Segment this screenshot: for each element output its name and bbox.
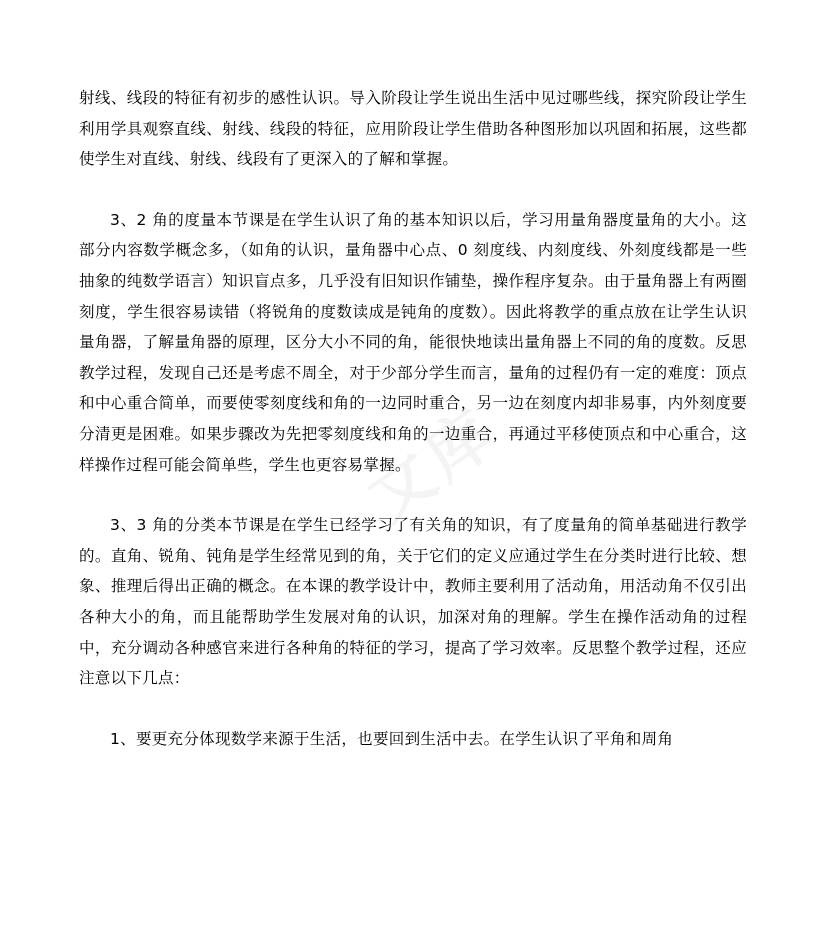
- paragraph-3: 3、3 角的分类本节课是在学生已经学习了有关角的知识，有了度量角的简单基础进行教学的。直角、锐角、钝角是学生经常见到的角，关于它们的定义应通过学生在分类时进行比较、想象、推理后得出正确的概念。在本课的教学设计中，教师主要利用了活动角，用活动角不仅引出各种大小的角，而且能帮助学生发展对角的认识，加深对角的理解。学生在操作活动角的过程中，充分调动各种感官来进行各种角的特征的学习，提高了学习效率。反思整个教学过程，还应注意以下几点：: [79, 516, 747, 688]
- document-body: [79, 83, 747, 784]
- paragraph-4: 1、要更充分体现数学来源于生活，也要回到生活中去。在学生认识了平角和周角: [110, 729, 674, 748]
- paragraph-1: 射线、线段的特征有初步的感性认识。导入阶段让学生说出生活中见过哪些线，探究阶段让学生利用学具观察直线、射线、线段的特征，应用阶段让学生借助各种图形加以巩固和拓展，这些都使学生对直线、射线、线段有了更深入的了解和掌握。: [79, 89, 747, 169]
- paragraph-2: 3、2 角的度量本节课是在学生认识了角的基本知识以后，学习用量角器度量角的大小。这部分内容数学概念多，（如角的认识，量角器中心点、0 刻度线、内刻度线、外刻度线都是一些抽象的纯数学语言）知识盲点多，几乎没有旧知识作铺垫，操作程序复杂。由于量角器上有两圈刻度，学生很容易读错（将锐角的度数读成是钝角的度数）。因此将教学的重点放在让学生认识量角器，了解量角器的原理，区分大小不同的角，能很快地读出量角器上不同的角的度数。反思教学过程，发现自己还是考虑不周全，对于少部分学生而言，量角的过程仍有一定的难度：顶点和中心重合简单，而要使零刻度线和角的一边同时重合，另一边在刻度内却非易事，内外刻度要分清更是困难。如果步骤改为先把零刻度线和角的一边重合，再通过平移使顶点和中心重合，这样操作过程可能会简单些，学生也更容易掌握。: [79, 210, 747, 474]
